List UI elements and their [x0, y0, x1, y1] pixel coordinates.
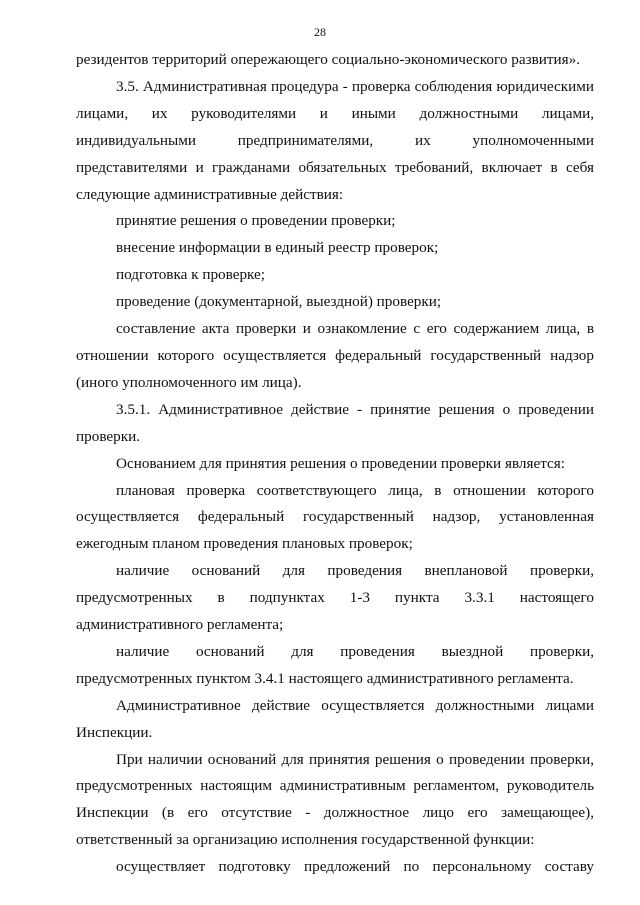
document-body — [76, 47, 594, 881]
section-heading: 3.5.1. Административное действие - принятие решения о проведении проверки. — [76, 400, 594, 445]
paragraph: При наличии оснований для принятия решения о проведении проверки, предусмотренных настоящим административным регламентом, руководитель Инспекции (в его отсутствие - должностное лицо его замещающее), ответственный за организацию исполнения государственной функции: — [76, 750, 594, 849]
paragraph: резидентов территорий опережающего социально-экономического развития». — [76, 51, 581, 68]
list-item: принятие решения о проведении проверки; — [116, 212, 396, 230]
list-item: внесение информации в единый реестр проверок; — [116, 239, 439, 257]
page-number: 28 — [314, 25, 326, 39]
paragraph: 3.5. Административная процедура - проверка соблюдения юридическими лицами, их руководителями и иными должностными лицами, индивидуальными предпринимателями, их уполномоченными представителями и гражданами обязательных требований, включает в себя следующие административные действия: — [76, 77, 594, 203]
list-item: составление акта проверки и ознакомление с его содержанием лица, в отношении которого осуществляется федеральный государственный надзор (иного уполномоченного им лица). — [76, 320, 594, 391]
list-item: плановая проверка соответствующего лица, в отношении которого осуществляется федеральный государственный надзор, установленная ежегодным планом проведения плановых проверок; — [76, 481, 594, 553]
list-item: наличие оснований для проведения внеплановой проверки, предусмотренных в подпунктах 1-3 пункта 3.3.1 настоящего административного регламента; — [76, 562, 594, 634]
list-item: наличие оснований для проведения выездной проверки, предусмотренных пунктом 3.4.1 настоящего административного регламента. — [76, 642, 594, 687]
list-item: осуществляет подготовку предложений по персональному составу — [116, 858, 594, 876]
list-item: подготовка к проверке; — [116, 266, 266, 284]
list-item: проведение (документарной, выездной) проверки; — [116, 293, 442, 311]
paragraph: Основанием для принятия решения о проведении проверки является: — [116, 454, 565, 472]
paragraph: Административное действие осуществляется должностными лицами Инспекции. — [76, 696, 594, 741]
